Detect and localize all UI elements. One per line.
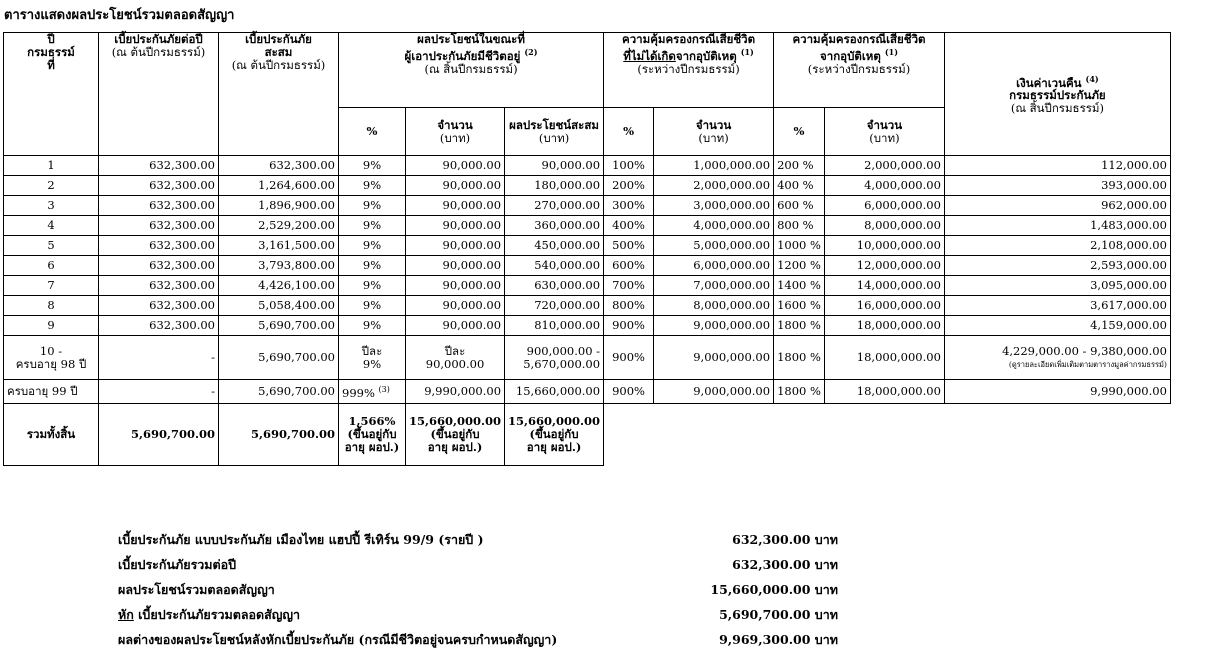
nonaccident-death-header: ความคุ้มครองกรณีเสียชีวิต ที่ไม่ได้เกิดจากอุบัติเหตุ $^{(1)}$ (ระหว่างปีกรมธรรม์)	[604, 33, 774, 108]
premium-header: เบี้ยประกันภัยต่อปี (ณ ต้นปีกรมธรรม์)	[99, 33, 219, 156]
year-header: ปี กรมธรรม์ ที่	[4, 33, 99, 156]
cash-value-note: (ดูรายละเอียดเพิ่มเติมตามตารางมูลค่ากรมธรรม์)	[1008, 359, 1167, 369]
accident-death-header: ความคุ้มครองกรณีเสียชีวิต จากอุบัติเหตุ $^{(1)}$ (ระหว่างปีกรมธรรม์)	[774, 33, 945, 108]
summary-row: เบี้ยประกันภัย แบบประกันภัย เมืองไทย แฮปปี้ รีเทิร์น 99/9 (รายปี ) 632,300.00 บาท	[118, 532, 838, 547]
table-row: 3 632,300.00 1,896,900.00 9% 90,000.00 270,000.00 300% 3,000,000.00 600 % 6,000,000.00 962,000.00	[4, 196, 1171, 216]
summary-row: หัก เบี้ยประกันภัยรวมตลอดสัญญา 5,690,700.00 บาท	[118, 607, 838, 622]
nonacc-pct-header: %	[604, 108, 654, 156]
summary-row: ผลประโยชน์รวมตลอดสัญญา 15,660,000.00 บาท	[118, 582, 838, 597]
table-row: 8 632,300.00 5,058,400.00 9% 90,000.00 720,000.00 800% 8,000,000.00 1600 % 16,000,000.00 3,617,000.00	[4, 296, 1171, 316]
table-row: 4 632,300.00 2,529,200.00 9% 90,000.00 360,000.00 400% 4,000,000.00 800 % 8,000,000.00 1,483,000.00	[4, 216, 1171, 236]
table-row: 2 632,300.00 1,264,600.00 9% 90,000.00 180,000.00 200% 2,000,000.00 400 % 4,000,000.00 393,000.00	[4, 176, 1171, 196]
summary-section	[118, 530, 838, 655]
living-accum-header: ผลประโยชน์สะสม (บาท)	[505, 108, 604, 156]
table-row: 9 632,300.00 5,690,700.00 9% 90,000.00 810,000.00 900% 9,000,000.00 1800 % 18,000,000.00 4,159,000.00	[4, 316, 1171, 336]
nonacc-amount-header: จำนวน (บาท)	[654, 108, 774, 156]
living-pct-header: %	[339, 108, 406, 156]
table-row-total: รวมทั้งสิ้น 5,690,700.00 5,690,700.00 1,566% (ขึ้นอยู่กับ อายุ ผอป.) 15,660,000.00 (ขึ้นอยู่กับ อายุ ผอป.) 15,660,000.00 (ขึ้นอยู่กับ อายุ ผอป.)	[4, 404, 1171, 466]
living-amount-header: จำนวน (บาท)	[406, 108, 505, 156]
living-benefit-header: ผลประโยชน์ในขณะที่ ผู้เอาประกันภัยมีชีวิตอยู่ $^{(2)}$ (ณ สิ้นปีกรมธรรม์)	[339, 33, 604, 108]
table-row: 5 632,300.00 3,161,500.00 9% 90,000.00 450,000.00 500% 5,000,000.00 1000 % 10,000,000.00 2,108,000.00	[4, 236, 1171, 256]
accum-premium-header: เบี้ยประกันภัย สะสม (ณ ต้นปีกรมธรรม์)	[219, 33, 339, 156]
page-title: ตารางแสดงผลประโยชน์รวมตลอดสัญญา	[4, 8, 235, 23]
table-row: 1 632,300.00 632,300.00 9% 90,000.00 90,000.00 100% 1,000,000.00 200 % 2,000,000.00 112,000.00	[4, 156, 1171, 176]
table-row-range: 10 - ครบอายุ 98 ปี - 5,690,700.00 ปีละ 9% ปีละ 90,000.00 900,000.00 - 5,670,000.00 900% 9,000,000.00 1800 % 18,000,000.00 4,229,000.00 - 9,380,000.00 (ดูรายละเอียดเพิ่มเติมตามตารางมูลค่ากรมธรรม์)	[4, 336, 1171, 380]
acc-pct-header: %	[774, 108, 825, 156]
summary-row: เบี้ยประกันภัยรวมต่อปี 632,300.00 บาท	[118, 557, 838, 572]
benefits-table	[3, 32, 1171, 466]
table-row: 7 632,300.00 4,426,100.00 9% 90,000.00 630,000.00 700% 7,000,000.00 1400 % 14,000,000.00 3,095,000.00	[4, 276, 1171, 296]
summary-row: ผลต่างของผลประโยชน์หลังหักเบี้ยประกันภัย (กรณีมีชีวิตอยู่จนครบกำหนดสัญญา) 9,969,300.00 บาท	[118, 632, 838, 647]
table-row-maturity: ครบอายุ 99 ปี - 5,690,700.00 999% $^{(3)}$ 9,990,000.00 15,660,000.00 900% 9,000,000.00 1800 % 18,000,000.00 9,990,000.00	[4, 380, 1171, 404]
table-row: 6 632,300.00 3,793,800.00 9% 90,000.00 540,000.00 600% 6,000,000.00 1200 % 12,000,000.00 2,593,000.00	[4, 256, 1171, 276]
acc-amount-header: จำนวน (บาท)	[824, 108, 944, 156]
cash-value-header: เงินค่าเวนคืน $^{(4)}$ กรมธรรม์ประกันภัย (ณ สิ้นปีกรมธรรม์)	[944, 33, 1170, 156]
